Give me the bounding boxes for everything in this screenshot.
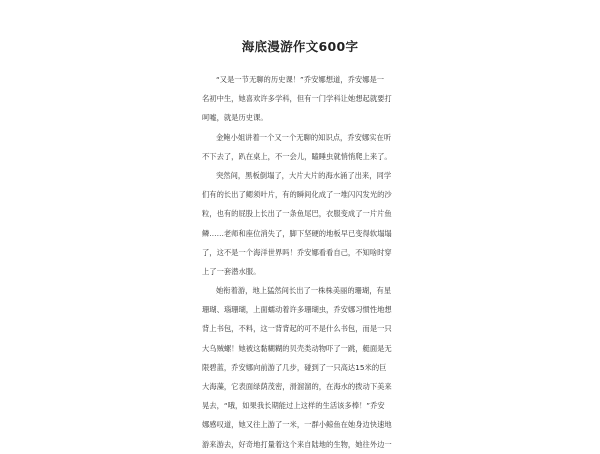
essay-line: 她衔着游，地上猛然间长出了一株株美丽的珊瑚，有星 <box>216 286 392 296</box>
essay-line: 上了一套潜水服。 <box>202 266 261 276</box>
essay-line: 珊瑚、瑙珊瑚，上面蠕动着许多珊瑚虫，乔安娜习惯性地想 <box>202 305 392 315</box>
essay-line: 背上书包，不料，这一背背起的可不是什么书包，而是一只 <box>202 324 392 334</box>
essay-line: 名初中生，她喜欢许多学科，但有一门学科让她想起就要打 <box>202 94 392 104</box>
essay-line: 突然间，黑板倒塌了，大片大片的海水涌了出来，同学 <box>216 170 392 180</box>
essay-line: 限碧蓝，乔安娜向前游了几步，碰到了一只高达15米的巨 <box>202 362 387 372</box>
essay-line: 大海藻，它表面绿荫茂密，滑溜溜的，在海水的拨动下美来 <box>202 382 392 391</box>
essay-line: 不下去了，趴在桌上，不一会儿，瞌睡虫就悄悄爬上来了。 <box>202 151 392 161</box>
essay-line: 呵嘘，就是历史课。 <box>202 113 268 123</box>
essay-line: 鳞……老师和座位消失了，脚下坚硬的地板早已变得软塌塌 <box>202 228 392 238</box>
essay-line: 娜感叹道，她又往上游了一米，一群小鲸鱼在她身边快速地 <box>202 420 392 430</box>
essay-line: 们有的长出了鳃须叶片，有的瞬间化成了一堆闪闪发光的沙 <box>202 190 392 200</box>
essay-body <box>202 70 402 454</box>
essay-line: 金鲍小姐讲着一个又一个无聊的知识点，乔安娜实在听 <box>216 132 392 142</box>
essay-line: 了，这不是一个海洋世界吗！乔安娜看看自己，不知啥时穿 <box>202 247 392 257</box>
essay-line: 游来游去，好奇地打量着这个来自陆地的生物，她往外边一 <box>202 439 392 449</box>
essay-line: 大乌贼螺！她被这黏糊糊的贝壳类动物吓了一跳，艇面是无 <box>202 343 392 353</box>
essay-line: 粒，也有的屁股上长出了一条鱼尾巴，衣服变成了一片片鱼 <box>202 209 392 219</box>
essay-line: 晃去，“哦，如果我长期能过上这样的生活该多棒！”乔安 <box>202 401 385 411</box>
document-title: 海底漫游作文600字 <box>241 39 359 54</box>
essay-line: “又是一节无聊的历史课！”乔安娜想道，乔安娜是一 <box>216 75 385 84</box>
